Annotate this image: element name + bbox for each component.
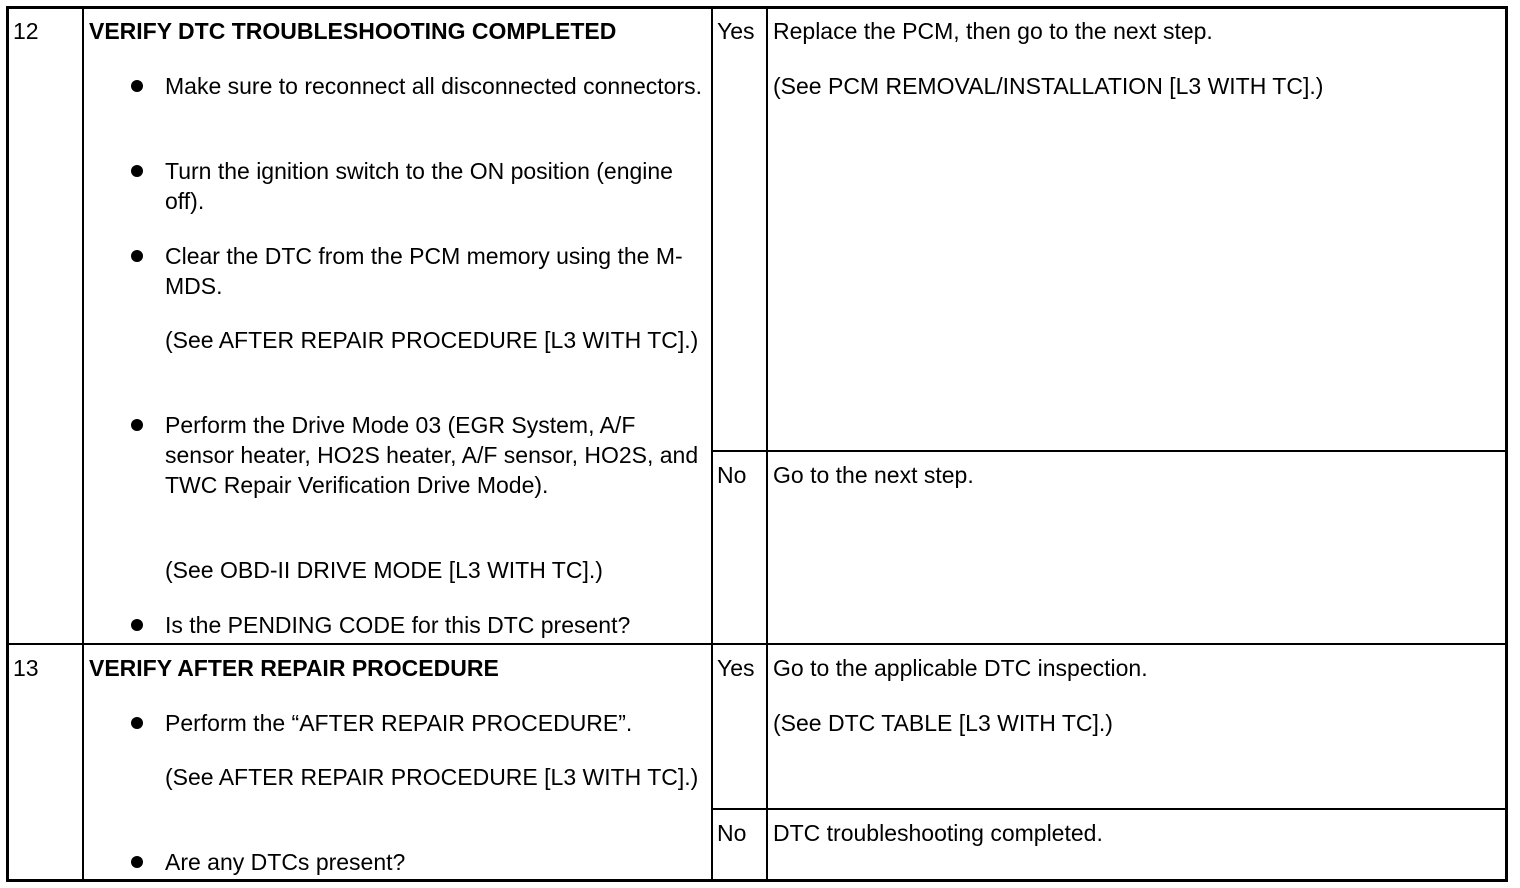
answer-yes: Yes — [717, 18, 755, 44]
bullet-icon — [131, 619, 143, 631]
bullet-text: Turn the ignition switch to the ON position (engine off). — [165, 158, 673, 214]
column-divider-answer — [711, 9, 713, 879]
answer-no: No — [717, 820, 747, 846]
step-number: 12 — [13, 18, 39, 44]
answer-yes: Yes — [717, 655, 755, 681]
column-divider-action — [766, 9, 768, 879]
column-divider-step — [82, 9, 84, 879]
bullet-text: Clear the DTC from the PCM memory using the M-MDS. — [165, 243, 683, 299]
step-title: VERIFY DTC TROUBLESHOOTING COMPLETED — [89, 18, 617, 44]
bullet-icon — [131, 250, 143, 262]
bullet-icon — [131, 717, 143, 729]
troubleshooting-table — [6, 6, 1508, 882]
yes-action: Go to the applicable DTC inspection. — [773, 655, 1148, 681]
yes-action: Replace the PCM, then go to the next step. — [773, 18, 1213, 44]
yes-reference-note: (See DTC TABLE [L3 WITH TC].) — [773, 710, 1113, 736]
yes-reference-note: (See PCM REMOVAL/INSTALLATION [L3 WITH TC].) — [773, 73, 1324, 99]
answer-no: No — [717, 462, 747, 488]
row-divider-steps — [9, 643, 1505, 645]
no-action: DTC troubleshooting completed. — [773, 820, 1103, 846]
bullet-text: Perform the Drive Mode 03 (EGR System, A/F sensor heater, HO2S heater, A/F sensor, HO2S, and TWC Repair Verification Drive Mode). — [165, 412, 699, 498]
no-action: Go to the next step. — [773, 462, 974, 488]
row-divider-step12-yes-no — [711, 450, 1505, 452]
bullet-text: Is the PENDING CODE for this DTC present? — [165, 612, 631, 638]
row-divider-step13-yes-no — [711, 808, 1505, 810]
bullet-icon — [131, 80, 143, 92]
reference-note: (See AFTER REPAIR PROCEDURE [L3 WITH TC].) — [165, 327, 699, 353]
bullet-text: Are any DTCs present? — [165, 849, 406, 875]
bullet-icon — [131, 419, 143, 431]
step-number: 13 — [13, 655, 39, 681]
bullet-text: Perform the “AFTER REPAIR PROCEDURE”. — [165, 710, 633, 736]
bullet-text: Make sure to reconnect all disconnected connectors. — [165, 73, 702, 99]
bullet-icon — [131, 856, 143, 868]
reference-note: (See AFTER REPAIR PROCEDURE [L3 WITH TC].) — [165, 764, 699, 790]
reference-note: (See OBD-II DRIVE MODE [L3 WITH TC].) — [165, 557, 603, 583]
step-title: VERIFY AFTER REPAIR PROCEDURE — [89, 655, 499, 681]
bullet-icon — [131, 165, 143, 177]
